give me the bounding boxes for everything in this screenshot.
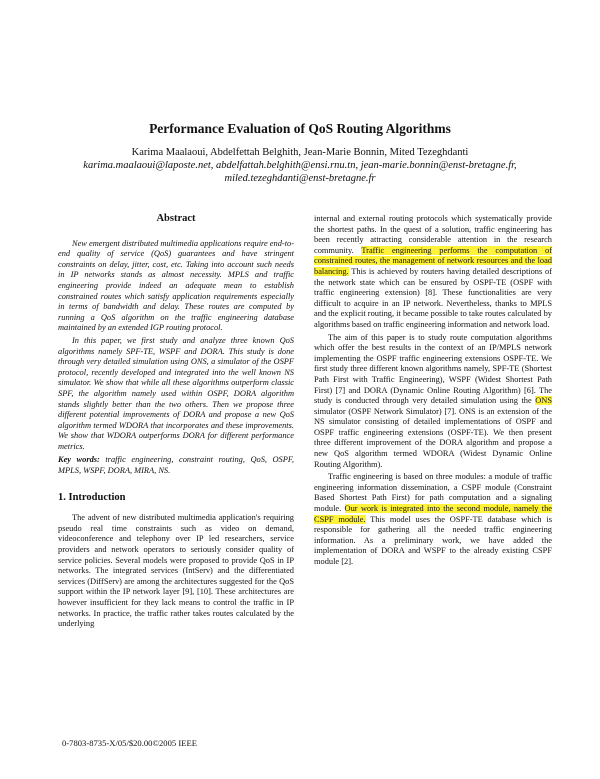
highlight-cspf-module: Our work is integrated into the second module, namely the CSPF module. <box>314 504 553 524</box>
abstract-paragraph-1: New emergent distributed multimedia applications require end-to-end quality of service (QoS) guarantees and have stringent constraints on delay, jitter, cost, etc. Taking into account such needs in IP networks stands as almost necessity. MPLS and traffic engineering provide indeed an adequate mean to establish constrained routes which satisfy application requirements especially in terms of bandwidth and delay. These routes are computed by running a QoS algorithm on the traffic engineering database maintained by an extended IGP routing protocol. <box>58 238 294 333</box>
right-column <box>314 214 552 568</box>
paper-title: Performance Evaluation of QoS Routing Algorithms <box>149 121 451 136</box>
intro-heading: 1. Introduction <box>58 491 126 503</box>
left-column <box>58 214 294 630</box>
author-names: Karima Maalaoui, Abdelfettah Belghith, Jean-Marie Bonnin, Mited Tezeghdanti <box>131 147 469 158</box>
author-block <box>70 146 530 185</box>
abstract-heading: Abstract <box>156 213 196 224</box>
copyright-footer: 0-7803-8735-X/05/$20.00©2005 IEEE <box>62 738 197 748</box>
highlight-traffic-engineering: Traffic engineering performs the computation of constrained routes, the management of network resources and the load balancing. <box>314 245 552 276</box>
right-p3-text-b: This model uses the OSPF-TE database which is responsible for gathering all the needed traffic engineering information. As a preliminary work, we have added the implementation of DORA and WSPF to the already existing CSPF module [2]. <box>314 514 552 566</box>
abstract-paragraph-2: In this paper, we first study and analyze three known QoS algorithms namely SPF-TE, WSPF and DORA. This study is done through very detailed simulation using ONS, a simulator of the OSPF protocol, recently developed and integrated into the well known NS simulator. We show that while all these algorithms outperform classic SPF, the algorithm namely used within OSPF, DORA algorithm stands slightly better than the two others. Then we propose three different potential improvements of DORA and propose a new QoS algorithm termed WDORA that incorporates and these improvements. We show that WDORA outperforms DORA for different performance metrics. <box>58 335 294 451</box>
keywords <box>58 455 294 476</box>
highlight-ons: ONS <box>535 396 552 406</box>
right-p1-text-b: This is achieved by routers having detailed descriptions of the network state which can be ensured by OSPF-TE (OSPF with traffic engineering extension) [8]. These functionalities are very difficult to acquire in an IP network. Nevertheless, thanks to MPLS and the explicit routing, it became possible to take routes calculated by algorithms based on traffic engineering information and network load. <box>314 266 552 329</box>
right-paragraph-3 <box>314 472 552 567</box>
right-p2-text-a: The aim of this paper is to study route computation algorithms which offer the best results in the context of an IP/MPLS network implementing the OSPF traffic engineering extensions OSPF-TE. We first study three different known algorithms namely, SPF-TE (Shortest Path First with Traffic Engineering), WSPF (Widest Shortest Path First) [7] and DORA (Dynamic Online Routing Algorithm) [6]. The study is conducted through very detailed simulation using the <box>314 332 552 406</box>
right-paragraph-1 <box>314 214 552 331</box>
intro-paragraph-1: The advent of new distributed multimedia application's requiring pseudo real time constraints such as video on demand, videoconference and telephony over IP led researchers, service providers and network operators to seriously consider quality of service policies. Several models were proposed to provide QoS in IP networks. The integrated services (IntServ) and the differentiated services (DiffServ) are among the architectures suggested for the QoS support within the IP network layer [9], [10]. These architectures are however insufficient for they lack means to control the traffic in IP networks. In practice, the traffic rather takes routes calculated by the underlying <box>58 513 294 629</box>
abstract-body <box>58 239 294 477</box>
keywords-text: traffic engineering, constraint routing, QoS, OSPF, MPLS, WSPF, DORA, MIRA, NS. <box>58 455 294 476</box>
keywords-label: Key words: <box>58 455 100 465</box>
right-paragraph-2 <box>314 333 552 471</box>
right-p1-text-a: internal and external routing protocols which systematically provide the shortest paths. In the quest of a solution, traffic engineering has been recently attracting considerable attention in the research community. <box>314 214 552 255</box>
right-p3-text-a: Traffic engineering is based on three modules: a module of traffic engineering information dissemination, a CSPF module (Constraint Based Shortest Path First) for path computation and a signaling module. <box>314 472 552 514</box>
author-emails-line-1: karima.maalaoui@laposte.net, abdelfattah.belghith@ensi.rnu.tn, jean-marie.bonnin@enst-bretagne.fr, <box>83 160 517 171</box>
author-emails-line-2: miled.tezeghdanti@enst-bretagne.fr <box>224 173 376 184</box>
right-p2-text-b: simulator (OSPF Network Simulator) [7]. ONS is an extension of the NS simulator consisting of detailed implementations of OSPF and OSPF traffic engineering extensions (OSPF-TE). We then present three different improvement of the DORA algorithm and propose a new QoS algorithm termed WDORA (Widest Dynamic Online Routing Algorithm). <box>314 406 552 469</box>
